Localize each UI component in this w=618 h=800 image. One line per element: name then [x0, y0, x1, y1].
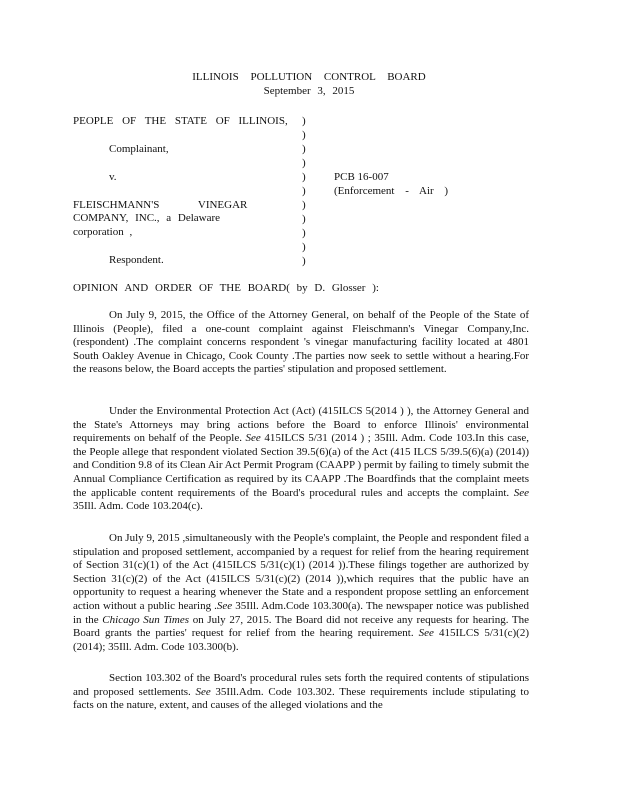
opinion-paragraph-2	[73, 405, 529, 514]
complainant-label: Complainant,	[109, 143, 169, 155]
plaintiff-name: PEOPLE OF THE STATE OF ILLINOIS,	[73, 115, 288, 127]
paragraph-segment: 35Ill. Adm. Code 103.204(c).	[73, 500, 203, 513]
caption-paren: )	[302, 157, 306, 169]
opinion-heading: OPINION AND ORDER OF THE BOARD( by D. Glosser ):	[73, 282, 379, 294]
paragraph-segment: On July 9, 2015 ,simultaneously with the People's complaint, the People and respondent filed a stipulation and proposed settlement, accompanied by a request for relief from the hearing requirement of Section 31(c)(1) of the Act (415ILCS 5/31(c)(1) (2014 )).These filings together are authorized by Section 31(c)(2) of the Act (415ILCS 5/31(c)(2) (2014 )),which requires that the public have an opportunity to request a hearing whenever the State and a respondent propose settling an enforcement action without a public hearing .	[73, 532, 529, 612]
defendant-line-3: corporation ,	[73, 226, 133, 238]
caption-paren: )	[302, 199, 306, 211]
caption-paren: )	[302, 143, 306, 155]
paragraph-segment: 35Ill. Adm.Code 103.300(a). The newspaper notice was published in the	[73, 599, 529, 626]
defendant-line-1: FLEISCHMANN'S VINEGAR	[73, 199, 248, 211]
opinion-paragraph-1	[73, 309, 529, 377]
citation-signal: See	[245, 432, 261, 445]
caption-paren: )	[302, 129, 306, 141]
paragraph-text: On July 9, 2015, the Office of the Attorney General, on behalf of the People of the State of Illinois (People), filed a one-count complaint against Fleischmann's Vinegar Company,Inc. (respondent) .The complaint concerns respondent 's vinegar manufacturing facility located at 4801 South Oakley Avenue in Chicago, Cook County .The parties now seek to settle without a hearing.For the reasons below, the Board accepts the parties' stipulation and proposed settlement.	[73, 309, 529, 376]
paragraph-segment: 415ILCS 5/31(c)(2) (2014); 35Ill. Adm. Code 103.300(b).	[73, 627, 529, 653]
citation-signal: See	[216, 599, 233, 612]
respondent-label: Respondent.	[109, 254, 164, 266]
decision-date: September 3, 2015	[263, 85, 355, 97]
paragraph-segment: Under the Environmental Protection Act (Act) (415ILCS 5(2014 ) ), the Attorney General and the State's Attorneys may bring actions before the Board to enforce Illinois' environmental requirements on behalf of the People.	[73, 405, 529, 445]
newspaper-name: Chicago Sun Times	[102, 613, 190, 626]
case-type: (Enforcement - Air )	[334, 185, 449, 197]
paragraph-segment: 35Ill.Adm. Code 103.302. These requirements include stipulating to facts on the nature, extent, and causes of the alleged violations and the	[73, 685, 529, 712]
caption-paren: )	[302, 227, 306, 239]
caption-paren: )	[302, 185, 306, 197]
caption-paren: )	[302, 171, 306, 183]
paragraph-text	[73, 672, 529, 713]
case-number: PCB 16-007	[334, 171, 389, 183]
defendant-line-2: COMPANY, INC., a Delaware	[73, 212, 221, 224]
citation-signal: See	[513, 486, 529, 499]
citation-signal: See	[195, 685, 211, 698]
caption-paren: )	[302, 241, 306, 253]
paragraph-text	[73, 405, 529, 514]
paragraph-segment: on July 27, 2015. The Board did not receive any requests for hearing. The Board grants the parties' request for relief from the hearing requirement.	[73, 613, 529, 640]
opinion-paragraph-4	[73, 672, 529, 713]
caption-paren: )	[302, 115, 306, 127]
paragraph-text	[73, 532, 529, 654]
paragraph-segment: 415ILCS 5/31 (2014 ) ; 35Ill. Adm. Code 103.In this case, the People allege that respondent violated Section 39.5(6)(a) of the Act (415 ILCS 5/39.5(6)(a) (2014)) and Condition 9.8 of its Clean Air Act Permit Program (CAAPP ) permit by failing to timely submit the Annual Compliance Certification as required by its CAAPP .The Boardfinds that the complaint meets the applicable content requirements of the Board's procedural rules and accepts the complaint.	[73, 432, 529, 499]
caption-paren: )	[302, 255, 306, 267]
paragraph-segment: Section 103.302 of the Board's procedural rules sets forth the required contents of stipulations and proposed settlements.	[73, 672, 529, 698]
versus-label: v.	[109, 171, 117, 183]
caption-paren: )	[302, 213, 306, 225]
opinion-paragraph-3	[73, 532, 529, 654]
citation-signal: See	[418, 627, 434, 640]
board-title: ILLINOIS POLLUTION CONTROL BOARD	[192, 71, 426, 83]
